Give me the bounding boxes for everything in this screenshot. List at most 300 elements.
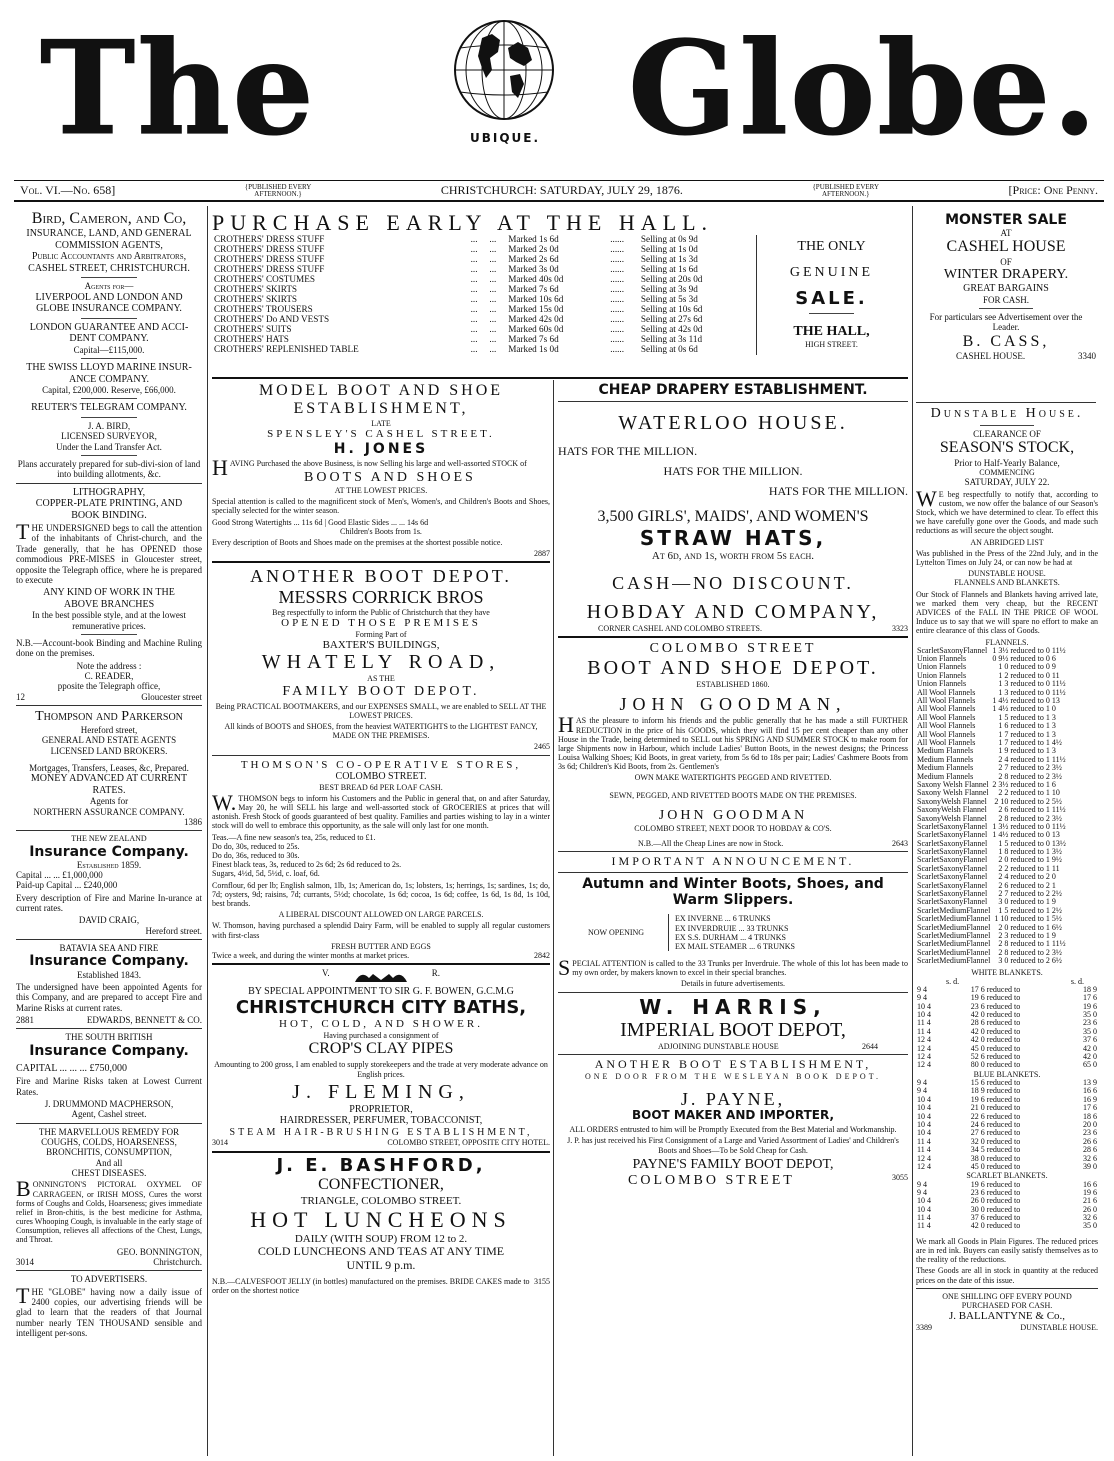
table-heading: WHITE BLANKETS.	[971, 967, 1043, 977]
table-cell: 10 4	[917, 1001, 931, 1011]
ad-number: 2887	[534, 549, 550, 559]
hall-banner: PURCHASE EARLY AT THE HALL.	[212, 210, 714, 235]
ad-number: 2465	[534, 742, 550, 752]
ad-line: THE ONLY	[797, 239, 866, 255]
table-cell: reduced to 1 9½	[1010, 855, 1062, 865]
table-cell: 23 6	[970, 1001, 985, 1011]
table-cell: Marked 1s 0d	[508, 343, 559, 354]
ad-heading: ANOTHER BOOT DEPOT.	[250, 566, 512, 587]
ad-heading: H. JONES	[333, 440, 429, 457]
table-cell: 12 4	[917, 1153, 931, 1163]
ad-heading: Insurance Company.	[29, 843, 189, 860]
ad-line: Capital ... ... £1,000,000	[16, 870, 103, 881]
ad-heading: THE MARVELLOUS REMEDY FOR	[38, 1126, 180, 1137]
table-cell: Selling at 1s 0d	[640, 244, 698, 255]
ad-line: Capital, £200,000. Reserve, £66,000.	[42, 385, 176, 396]
table-cell: 26 6	[1083, 1136, 1097, 1146]
ad-line: AN ABRIDGED LIST	[970, 537, 1044, 547]
table-cell: ScarletMediumFlannel	[917, 947, 991, 957]
globe-icon	[452, 18, 556, 122]
ad-body: N.B.—Account-book Binding and Machine Ruling done on the premises.	[16, 637, 202, 659]
table-cell: 3 0	[998, 897, 1009, 907]
table-cell: ...	[489, 343, 497, 354]
ad-line: Twice a week, and during the winter months at market prices.	[212, 950, 410, 960]
table-cell: 2 2	[998, 863, 1009, 873]
table-cell: reduced to	[986, 1078, 1021, 1088]
table-cell: reduced to 1 3	[1010, 746, 1056, 756]
ad-heading: STRAW HATS,	[639, 525, 827, 550]
table-cell: CROTHERS' SKIRTS	[214, 283, 298, 294]
table-cell: Selling at 0s 6d	[640, 343, 698, 354]
ad-line: Agents for	[89, 796, 129, 807]
table-cell: reduced to	[986, 1145, 1021, 1155]
table-cell: reduced to	[986, 1111, 1021, 1121]
ad-body: HAVING Purchased the above Business, is now Selling his large and well-assorted STOCK of	[212, 454, 527, 480]
table-cell: 16 9	[1083, 1094, 1097, 1104]
table-cell: ...	[470, 303, 478, 314]
table-cell: 9 4	[917, 1086, 927, 1096]
ad-line: NOW OPENING	[588, 928, 645, 938]
table-cell: reduced to	[986, 1136, 1021, 1146]
table-cell: reduced to 1 0	[1010, 704, 1056, 714]
table-cell: reduced to 0 11½	[1010, 679, 1066, 689]
ad-line: Plans accurately prepared for sub-divi-sion of land into building allotments, &c.	[17, 458, 201, 480]
table-cell: Selling at 10s 6d	[640, 303, 703, 314]
ad-line: Sugars, 4½d, 5d, 5½d, c. loaf, 6d.	[212, 869, 320, 879]
table-cell: ...	[470, 343, 478, 354]
lithography-ad	[16, 487, 202, 702]
ad-line: COLD LUNCHEONS AND TEAS AT ANY TIME	[257, 1244, 505, 1259]
ad-heading: 3,500 GIRLS', MAIDS', AND WOMEN'S	[597, 508, 869, 526]
ad-number: 3014	[212, 1138, 228, 1148]
ad-number: 3155	[534, 1276, 550, 1286]
ad-heading: CHEAP DRAPERY ESTABLISHMENT.	[598, 382, 868, 398]
table-cell: ScarletSaxonyFlannel	[917, 880, 988, 890]
ad-number: 1386	[184, 817, 202, 828]
ad-line: SEWN, PEGGED, AND RIVETTED BOOTS MADE ON THE PREMISES.	[609, 790, 857, 800]
ad-heading: CHEST DISEASES.	[71, 1167, 147, 1178]
blue-blankets-table	[916, 1079, 1098, 1171]
ad-heading: THE HALL,	[793, 324, 870, 340]
table-cell: ...	[489, 274, 497, 285]
ad-heading: BOOT AND SHOE DEPOT.	[587, 657, 879, 680]
table-cell: ...	[489, 303, 497, 314]
ad-line: Do do, 36s, reduced to 30s.	[212, 851, 300, 860]
table-cell: 11 4	[917, 1136, 931, 1146]
ad-line: LIVERPOOL AND LONDON AND	[35, 291, 183, 303]
ad-line: SATURDAY, JULY 22.	[964, 477, 1050, 488]
table-cell: 15 6	[970, 1078, 985, 1088]
table-column-header: s. d.	[946, 976, 960, 986]
shipment-line: EX S.S. DURHAM ... 4 TRUNKS	[675, 932, 786, 942]
table-cell: 9 4	[917, 1078, 927, 1088]
table-cell: Union Flannels	[917, 679, 967, 689]
table-cell: ...	[470, 333, 478, 344]
ad-line: LICENSED SURVEYOR,	[61, 431, 157, 442]
column-3	[558, 382, 908, 1458]
table-cell: 23 6	[1083, 1128, 1097, 1138]
table-cell: 18 9	[1083, 984, 1097, 994]
table-cell: ......	[610, 264, 624, 275]
ad-heading: Bird, Cameron, and Co,	[31, 210, 187, 227]
table-cell: SaxonyWelsh Flannel	[917, 796, 987, 806]
table-cell: Marked 40s 0d	[508, 274, 564, 285]
ad-line: ANY KIND OF WORK IN THE	[43, 587, 175, 599]
table-cell: ScarletSaxonyFlannel	[917, 847, 988, 857]
announcement-ad	[558, 855, 908, 988]
table-cell: SaxonyWelsh Flannel	[917, 813, 987, 823]
ad-body: Our Stock of Flannels and Blankets having arrived late, we marked them very cheap, but the RECENT ADVICES of the FALL IN THE PRICE OF WOOL Induce us to say that we will spare no effort to make an entire clearance of this class of Goods.	[916, 589, 1098, 636]
table-cell: 17 6	[970, 984, 985, 994]
thompson-parkerson-ad	[16, 709, 202, 828]
ad-body: Amounting to 200 gross, I am enabled to supply storekeepers and the trade at very moderate advance on English prices.	[214, 1060, 548, 1079]
table-cell: 28 6	[1083, 1145, 1097, 1155]
table-cell: ...	[489, 293, 497, 304]
ad-line: Good Strong Watertights ... 11s 6d | Good Elastic Sides ... ... 14s 6d	[212, 517, 429, 527]
table-cell: 35 0	[1083, 1010, 1097, 1020]
ad-line: R.	[431, 968, 440, 979]
published-note-right: {PUBLISHED EVERY AFTERNOON.}	[812, 182, 879, 198]
table-cell: 1 3	[998, 679, 1009, 689]
table-cell: 1 0	[998, 662, 1009, 672]
ad-heading: W. HARRIS,	[639, 994, 827, 1019]
table-cell: 2 7	[998, 889, 1009, 899]
table-cell: 16 6	[1083, 1179, 1097, 1189]
table-cell: 2 6	[998, 880, 1009, 890]
table-cell: 42 0	[970, 1221, 985, 1231]
table-cell: 11 4	[917, 1026, 931, 1036]
table-cell: 26 0	[970, 1196, 985, 1206]
table-cell: reduced to 2 6½	[1010, 956, 1062, 966]
table-cell: 23 6	[970, 1187, 985, 1197]
ad-heading: FAMILY BOOT DEPOT.	[282, 683, 480, 699]
bashford-ad	[212, 1156, 550, 1296]
table-cell: ScarletMediumFlannel	[917, 914, 991, 924]
ad-line: CASHEL HOUSE.	[956, 351, 1026, 362]
table-cell: reduced to 0 13½	[1010, 838, 1066, 848]
ad-heading: COLOMBO STREET	[649, 641, 817, 657]
table-cell: Medium Flannels	[917, 746, 974, 756]
table-cell: 2 3	[998, 930, 1009, 940]
ad-body: N.B.—CALVESFOOT JELLY (in bottles) manufactured on the premises. BRIDE CAKES made to order on the shortest notice	[212, 1276, 530, 1295]
table-cell: 35 0	[1083, 1026, 1097, 1036]
table-cell: reduced to	[986, 1221, 1021, 1231]
ad-body: The undersigned have been appointed Agents for this Company, and are prepared to accept Fire and Marine Risks at current rates.	[16, 981, 202, 1013]
table-cell: reduced to 1 11	[1010, 863, 1060, 873]
table-cell: 9 4	[917, 993, 927, 1003]
ad-heading: IMPERIAL BOOT DEPOT,	[620, 1018, 846, 1041]
table-cell: 10 4	[917, 1103, 931, 1113]
ad-body: Special attention is called to the magnificent stock of Men's, Women's, and Children's Boots and Shoes, specially selected for the winter season.	[212, 497, 550, 516]
table-cell: 12 4	[917, 1161, 931, 1171]
ad-line: PURCHASED FOR CASH.	[961, 1300, 1053, 1310]
table-cell: ScarletMediumFlannel	[917, 930, 991, 940]
ad-heading: J. BALLANTYNE & Co.,	[948, 1310, 1066, 1323]
table-cell: All Wool Flannels	[917, 738, 976, 747]
ad-line: ONE SHILLING OFF EVERY POUND	[942, 1291, 1072, 1301]
ad-line: DENT COMPANY.	[69, 333, 149, 345]
ad-line: A LIBERAL DISCOUNT ALLOWED ON LARGE PARCELS.	[278, 910, 484, 920]
ad-number: 3014	[16, 1256, 34, 1267]
table-cell: ...	[470, 254, 478, 265]
bird-cameron-ad	[16, 210, 202, 480]
ad-line: INSURANCE, LAND, AND GENERAL	[26, 228, 192, 240]
table-heading: SCARLET BLANKETS.	[966, 1171, 1048, 1181]
ad-body: J. P. has just received his First Consignment of a Large and Varied Assortment of Ladies' and Children's Boots and Shoes—To be Sold Cheap for Cash.	[567, 1136, 899, 1155]
bonnington-remedy-ad	[16, 1127, 202, 1268]
ad-line: CASHEL STREET, CHRISTCHURCH.	[28, 262, 190, 274]
ad-line: FOR CASH.	[982, 294, 1029, 305]
ad-line: ADJOINING DUNSTABLE HOUSE	[658, 1041, 779, 1051]
ad-heading: LITHOGRAPHY,	[72, 486, 146, 498]
table-cell: Marked 15s 0d	[508, 303, 564, 314]
table-cell: 22 6	[970, 1111, 985, 1121]
table-cell: CROTHERS' REPLENISHED TABLE	[214, 343, 359, 354]
ad-heading: BY SPECIAL APPOINTMENT TO SIR G. F. BOWEN, G.C.M.G	[248, 986, 514, 998]
published-note-left: {PUBLISHED EVERY AFTERNOON.}	[244, 182, 312, 198]
table-cell: 1 10	[994, 914, 1009, 924]
table-cell: Marked 2s 0d	[508, 244, 559, 255]
ad-line: Hereford street.	[145, 925, 202, 936]
ad-line: CORNER CASHEL AND COLOMBO STREETS.	[598, 624, 762, 634]
table-cell: reduced to 0 6	[1010, 654, 1056, 664]
table-cell: 2 2	[998, 788, 1009, 798]
ad-line: FRESH BUTTER AND EGGS	[331, 941, 431, 951]
table-cell: 2 8	[998, 813, 1009, 823]
ad-line: Note the address :	[76, 660, 142, 671]
ad-number: 2644	[862, 1041, 878, 1051]
table-cell: reduced to 1 10	[1010, 788, 1060, 798]
ad-body: WE beg respectfully to notify that, according to custom, we now offer the balance of our Season's Stock, which we have determined to clear. To effect this we have carefully gone over the Goods, and made such reductions as will secure the object sought.	[916, 485, 1098, 536]
table-cell: reduced to 1 6½	[1010, 922, 1062, 932]
table-cell: Medium Flannels	[917, 754, 974, 764]
ad-line: Established 1859.	[76, 859, 142, 870]
ad-body: Every description of Fire and Marine In-urance at current rates.	[16, 892, 202, 914]
ad-body: THE "GLOBE" having now a daily issue of 2400 copies, our advertising friends will be glad to learn that the readers of that Journal number nearly TEN THOUSAND sensible and intelligent per-sons.	[16, 1282, 202, 1339]
table-cell: Union Flannels	[917, 662, 967, 672]
table-cell: ...	[470, 244, 478, 255]
masthead-motto: UBIQUE.	[470, 131, 541, 145]
table-cell: ......	[610, 333, 624, 344]
table-cell: ...	[489, 323, 497, 334]
table-cell: 19 6	[1083, 1001, 1097, 1011]
table-cell: Marked 3s 0d	[508, 264, 559, 275]
royal-crest-icon	[351, 968, 411, 986]
ad-line: DAVID CRAIG,	[78, 915, 140, 926]
table-cell: 10 4	[917, 1196, 931, 1206]
table-cell: 10 4	[917, 1128, 931, 1138]
ad-line: STEAM HAIR-BRUSHING ESTABLISHMENT,	[229, 1126, 533, 1138]
table-cell: CROTHERS' DRESS STUFF	[214, 244, 325, 255]
table-cell: reduced to	[986, 1086, 1021, 1096]
ad-heading: BRONCHITIS, CONSUMPTION,	[46, 1147, 172, 1158]
ad-heading: THE SOUTH BRITISH	[65, 1032, 153, 1043]
table-cell: Selling at 27s 6d	[640, 313, 703, 324]
table-cell: reduced to 1 2½	[1010, 905, 1062, 915]
ad-number: 2842	[534, 950, 550, 960]
ad-line: V.	[322, 968, 330, 979]
ad-line: EDWARDS, BENNETT & CO.	[86, 1014, 202, 1025]
model-boot-ad	[212, 382, 550, 558]
table-cell: 2 8	[998, 947, 1009, 957]
table-cell: ...	[470, 234, 478, 245]
table-cell: All Wool Flannels	[917, 704, 976, 714]
ad-heading: SALE.	[795, 288, 868, 310]
ad-heading: ESTABLISHMENT,	[293, 400, 469, 418]
ad-heading: THOMSON'S CO-OPERATIVE STORES,	[240, 758, 522, 771]
table-cell: ScarletSaxonyFlannel	[917, 889, 988, 899]
table-cell: 0 9½	[992, 654, 1009, 664]
table-cell: 2 4	[998, 754, 1009, 764]
ad-heading: Autumn and Winter Boots, Shoes, and Warm Slippers.	[582, 876, 884, 909]
table-row	[916, 1163, 1098, 1171]
column-2	[212, 382, 550, 1458]
column-1	[16, 210, 202, 1458]
ad-number: 2881	[16, 1014, 34, 1025]
table-cell: 10 4	[917, 1111, 931, 1121]
ad-line: At 6d, and 1s, worth from 5s each.	[651, 549, 815, 562]
table-cell: 10 4	[917, 1204, 931, 1214]
ad-line: THE SWISS LLOYD MARINE INSUR-	[26, 362, 192, 374]
table-cell: reduced to	[986, 1213, 1021, 1223]
ad-line: GREAT BARGAINS	[963, 283, 1049, 295]
table-cell: 32 6	[1083, 1213, 1097, 1223]
table-cell: 2 0	[998, 855, 1009, 865]
table-cell: ScarletSaxonyFlannel	[917, 838, 988, 848]
table-cell: 1 9	[998, 746, 1009, 756]
city-baths-ad	[212, 968, 550, 1147]
ad-line: Do do, 30s, reduced to 25s.	[212, 841, 300, 851]
table-row	[212, 345, 752, 355]
table-cell: 42 0	[1083, 1052, 1097, 1062]
table-cell: ...	[489, 313, 497, 324]
ad-heading: THE NEW ZEALAND	[71, 834, 147, 844]
ad-line: CAPITAL ... ... ... £750,000	[16, 1062, 128, 1074]
table-cell: 42 0	[970, 1035, 985, 1045]
table-cell: ScarletMediumFlannel	[917, 956, 991, 966]
table-cell: CROTHERS' DRESS STUFF	[214, 234, 325, 245]
ad-body: Fire and Marine Risks taken at Lowest Current Rates.	[16, 1076, 202, 1097]
table-cell: 42 0	[970, 1010, 985, 1020]
table-cell: ...	[470, 283, 478, 294]
table-cell: 32 0	[970, 1136, 985, 1146]
to-advertisers-notice	[16, 1274, 202, 1338]
table-row	[916, 1222, 1098, 1230]
table-cell: 18 6	[1083, 1111, 1097, 1121]
table-cell: ......	[610, 343, 624, 354]
table-cell: 27 6	[970, 1128, 985, 1138]
table-cell: ......	[610, 254, 624, 265]
ad-heading: BATAVIA SEA AND FIRE	[59, 943, 159, 954]
ad-line: RATES.	[92, 784, 126, 796]
table-cell: 19 6	[970, 993, 985, 1003]
ad-line: Forming Part of	[355, 629, 407, 639]
table-cell: ScarletSaxonyFlannel	[917, 863, 988, 873]
ad-line: COLOMBO STREET.	[335, 771, 427, 783]
ad-line: GLOBE INSURANCE COMPANY.	[36, 303, 182, 315]
table-cell: reduced to 2 5½	[1010, 796, 1062, 806]
ad-heading: WATERLOO HOUSE.	[618, 412, 848, 435]
table-cell: 10 4	[917, 1119, 931, 1129]
ad-line: J. DRUMMOND MACPHERSON,	[44, 1098, 174, 1109]
table-cell: reduced to 0 11½	[1010, 687, 1066, 697]
table-cell: 1 3½	[992, 821, 1009, 831]
table-cell: Saxony Welsh Flannel	[917, 788, 989, 798]
ad-heading: Insurance Company.	[29, 953, 189, 970]
table-cell: ScarletMediumFlannel	[917, 922, 991, 932]
ad-line: PROPRIETOR,	[349, 1103, 413, 1115]
volume-number: Vol. VI.—No. 658]	[20, 182, 116, 197]
ad-heading: J. E. BASHFORD,	[276, 1154, 486, 1176]
table-cell: 12 4	[917, 1035, 931, 1045]
table-cell: ScarletSaxonyFlannel	[917, 830, 988, 840]
ad-line: HOT, COLD, AND SHOWER.	[279, 1018, 483, 1031]
ad-line: HAIRDRESSER, PERFUMER, TOBACCONIST,	[279, 1115, 483, 1127]
table-cell: ...	[470, 274, 478, 285]
ad-body: HAS the pleasure to inform his friends and the public generally that he has made a still FURTHER REDUCTION in the price of his GOODS, which they will find 15 per cent cheaper than any other House in the Trade, being determined to SELL out his SPRING AND SUMMER STOCK to make room for large Shipments now in Harbour, which include Ladies' Button Boots, in the newest designs; the Princess Louisa Walking Shoes; Kid Boots, in great variety, from 5s 6d to 18s per pair; Ladies' Cashmere Boots from 3s 6d; Children's Kid Boots, from 2s. Gentlemen's	[558, 712, 908, 772]
ad-line: FLANNELS AND BLANKETS.	[954, 578, 1060, 588]
table-cell: 65 0	[1083, 1060, 1097, 1070]
table-cell: 28 6	[970, 1018, 985, 1028]
table-cell: reduced to 1 11½	[1010, 805, 1066, 815]
ad-heading: MESSRS CORRICK BROS	[278, 586, 484, 607]
table-cell: reduced to 2 3½	[1010, 763, 1062, 773]
table-cell: reduced to	[986, 1001, 1021, 1011]
table-cell: 11 4	[917, 1018, 931, 1028]
ad-line: Finest black teas, 3s, reduced to 2s 6d; 2s 6d reduced to 2s.	[212, 860, 402, 870]
payne-boot-ad	[558, 1058, 908, 1189]
harris-boot-ad	[558, 996, 908, 1051]
table-cell: ScarletSaxonyFlannel	[917, 855, 988, 865]
table-cell: reduced to	[986, 1010, 1021, 1020]
table-cell: 21 0	[970, 1103, 985, 1113]
ad-line: NORTHERN ASSURANCE COMPANY.	[33, 806, 185, 817]
table-cell: reduced to 0 11	[1010, 670, 1060, 680]
ad-body: For particulars see Advertisement over the Leader.	[929, 312, 1083, 333]
ad-number: 3389	[916, 1322, 932, 1332]
table-cell: reduced to 0 11½	[1010, 821, 1066, 831]
table-cell: 26 0	[1083, 1204, 1097, 1214]
ad-heading: CASHEL HOUSE	[946, 238, 1066, 256]
ad-line: LONDON GUARANTEE AND ACCI-	[29, 321, 189, 333]
ad-body: W. Thomson, having purchased a splendid Dairy Farm, will be enabled to supply all regular customers with first-class	[212, 921, 550, 940]
table-cell: reduced to	[986, 1153, 1021, 1163]
ad-line: J. A. BIRD,	[87, 420, 131, 431]
ad-line: Public Accountants and Arbitrators,	[31, 251, 187, 263]
table-cell: reduced to	[986, 1018, 1021, 1028]
table-cell: 11 4	[917, 1145, 931, 1155]
table-cell: 1 6	[998, 721, 1009, 731]
table-heading: FLANNELS.	[985, 637, 1029, 647]
ad-line: Gloucester street	[141, 691, 202, 702]
table-cell: reduced to 0 13	[1010, 696, 1060, 706]
shipment-line: EX MAIL STEAMER ... 6 TRUNKS	[675, 941, 796, 951]
flannels-table	[916, 647, 1067, 966]
table-cell: ...	[470, 313, 478, 324]
table-cell: reduced to 2 3½	[1010, 947, 1062, 957]
table-cell: 9 4	[917, 984, 927, 994]
ad-line: BEST BREAD 6d PER LOAF CASH.	[319, 782, 443, 792]
table-cell: Marked 60s 0d	[508, 323, 564, 334]
table-cell: reduced to 1 5½	[1010, 914, 1062, 924]
table-cell: Medium Flannels	[917, 763, 974, 773]
table-cell: 16 6	[1083, 1086, 1097, 1096]
table-cell: reduced to 1 9	[1010, 897, 1056, 907]
table-cell: 1 3	[998, 687, 1009, 697]
ad-line: Agent, Cashel street.	[71, 1109, 147, 1120]
price: [Price: One Penny.	[1008, 182, 1098, 197]
ad-body: These Goods are all in stock in quantity at the reduced prices on the date of this issue.	[916, 1266, 1098, 1285]
